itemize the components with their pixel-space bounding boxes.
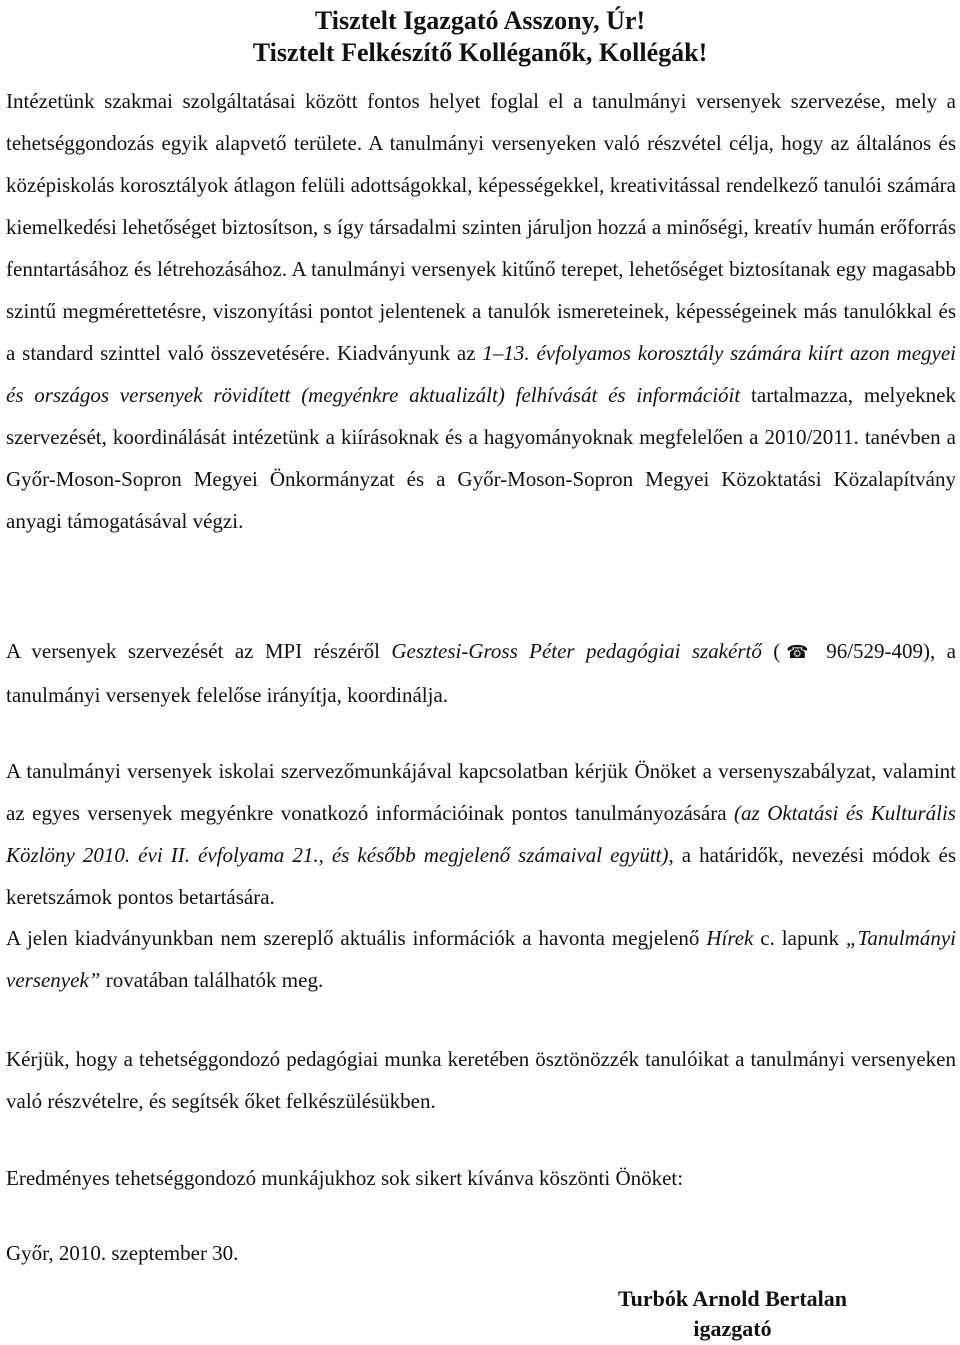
signature-name: Turbók Arnold Bertalan [617,1286,848,1311]
paragraph-text: A jelen kiadványunkban nem szereplő aktuális információk a havonta megjelenő [6,926,707,950]
paragraph-italic-text: 1–13. évfolyamos korosztály számára kiírt azon megyei és országos versenyek rövidített (megyénkre aktualizált) felhívását és információit [6,341,956,407]
paragraph-text: A versenyek szervezését az MPI részéről [6,639,392,663]
salutation-line-1: Tisztelt Igazgató Asszony, Úr! [314,6,646,35]
telephone-icon: ☎ [780,642,815,663]
paragraph-text: rovatában találhatók meg. [100,968,324,992]
publication-name: Hírek [706,926,754,950]
paragraph-news [6,917,956,1001]
paragraph-italic-text: (az Oktatási és Kulturális Közlöny 2010. évi II. évfolyama 21., és később megjelenő számaival együtt) [6,801,956,867]
paragraph-text: , a határidők, nevezési módok és keretszámok pontos betartására. [6,843,956,909]
column-name: „Tanulmányi versenyek” [6,926,956,992]
paragraph-text: Intézetünk szakmai szolgáltatásai között fontos helyet foglal el a tanulmányi versenyek szervezése, mely a tehetséggondozás egyik alapvető területe. A tanulmányi versenyeken való részvétel célja, hogy az általános és középiskolás korosztályok átlagon felüli adottságokkal, képességekkel, kreativitással rendelkező tanulói számára kiemelkedési lehetőséget biztosítson, s így társadalmi szinten járuljon hozzá a minőségi, kreatív humán erőforrás fenntartásához és létrehozásához. A tanulmányi versenyek kitűnő terepet, lehetőséget biztosítanak egy magasabb szintű megmérettetésre, viszonyítási pontot jelentenek a tanulók ismereteinek, képességeinek más tanulókkal és a standard szinttel való összevetésére. Kiadványunk az [6,89,956,365]
salutation-line-2: Tisztelt Felkészítő Kolléganők, Kollégák! [252,38,708,67]
paragraph-rules [6,750,956,918]
paragraph-text: 96/529-409), a tanulmányi versenyek felelőse irányítja, koordinálja. [6,639,956,707]
paragraph-organizer [6,630,956,716]
paragraph-text: c. lapunk [753,926,846,950]
organizer-name: Gesztesi-Gross Péter pedagógiai szakértő [391,639,762,663]
paragraph-text: ( [761,639,781,663]
signature-title: igazgató [693,1316,772,1341]
paragraph-introduction [6,80,956,542]
place-and-date: Győr, 2010. szeptember 30. [6,1241,239,1265]
paragraph-closing: Eredményes tehetséggondozó munkájukhoz sok sikert kívánva köszönti Önöket: [6,1166,684,1190]
paragraph-text: tartalmazza, melyeknek szervezését, koordinálását intézetünk a kiírásoknak és a hagyományoknak megfelelően a 2010/2011. tanévben a Győr-Moson-Sopron Megyei Önkormányzat és a Győr-Moson-Sopron Megyei Közoktatási Közalapítvány anyagi támogatásával végzi. [6,383,956,533]
paragraph-text: A tanulmányi versenyek iskolai szervezőmunkájával kapcsolatban kérjük Önöket a versenyszabályzat, valamint az egyes versenyek megyénkre vonatkozó információinak pontos tanulmányozására [6,759,956,825]
paragraph-request: Kérjük, hogy a tehetséggondozó pedagógiai munka keretében ösztönözzék tanulóikat a tanulmányi versenyeken való részvételre, és segítsék őket felkészülésükben. [6,1047,956,1113]
